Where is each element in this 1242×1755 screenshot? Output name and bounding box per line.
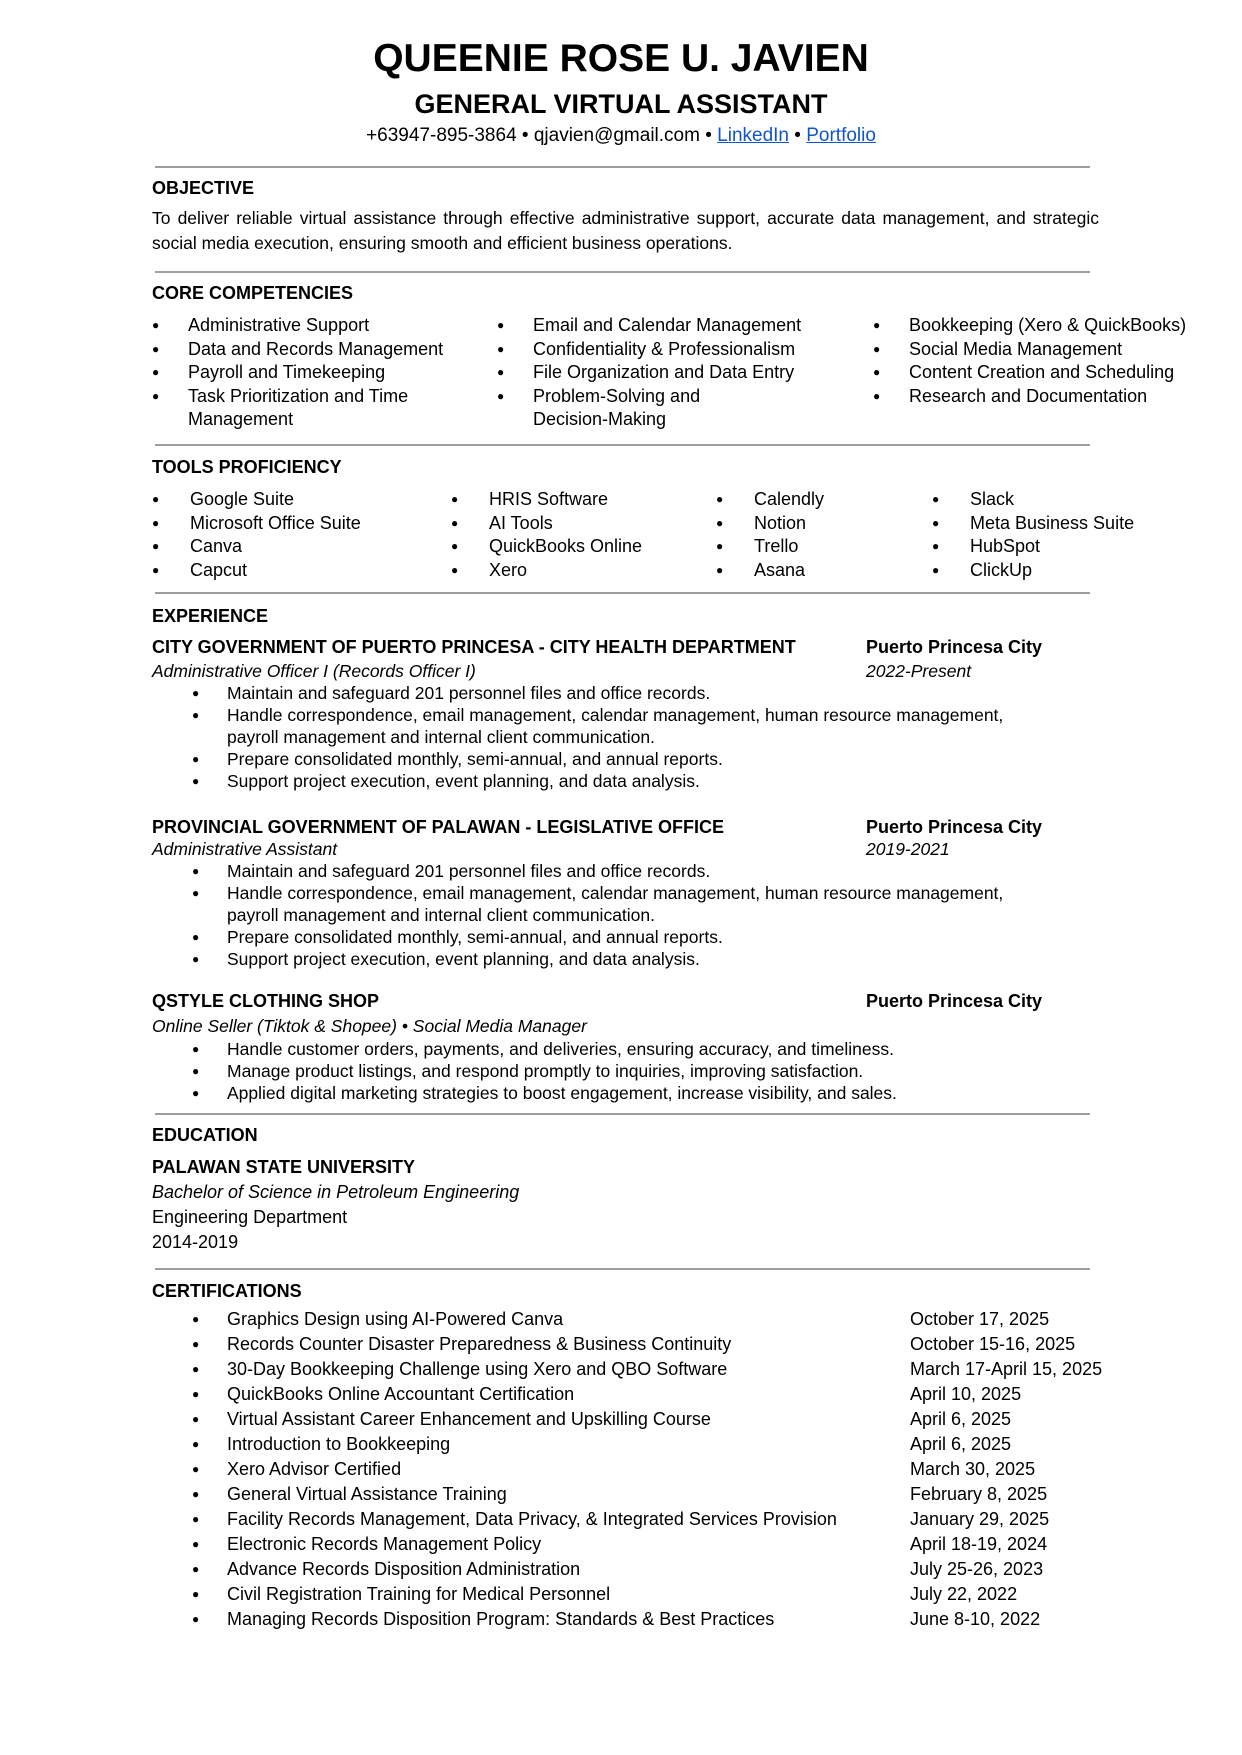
job-organization: PROVINCIAL GOVERNMENT OF PALAWAN - LEGISLATIVE OFFICE	[152, 817, 725, 837]
certification-item: ● QuickBooks Online Accountant Certification	[192, 1382, 837, 1407]
list-item: ● QuickBooks Online	[451, 535, 701, 559]
competencies-column-2	[497, 314, 827, 432]
list-item: ● Support project execution, event planning, and data analysis.	[192, 948, 1092, 970]
linkedin-link[interactable]: LinkedIn	[717, 125, 789, 146]
list-item: ● Problem-Solving and Decision-Making	[497, 385, 743, 432]
email: qjavien@gmail.com	[533, 125, 700, 146]
list-item: ● Handle correspondence, email management, calendar management, human resource management, payroll management and internal client communication.	[192, 704, 1057, 748]
certification-date: July 22, 2022	[910, 1584, 1018, 1604]
certification-item: ● Virtual Assistant Career Enhancement and Upskilling Course	[192, 1407, 837, 1432]
divider	[155, 444, 1090, 446]
tools-column-3	[716, 488, 916, 582]
school-name: PALAWAN STATE UNIVERSITY	[152, 1157, 416, 1177]
certification-dates	[910, 1307, 1102, 1632]
job-organization: QSTYLE CLOTHING SHOP	[152, 991, 380, 1011]
list-item: ● Trello	[716, 535, 916, 559]
list-item: ● Google Suite	[152, 488, 432, 512]
job-period: 2019-2021	[866, 839, 950, 859]
tools-column-1	[152, 488, 432, 582]
divider	[155, 166, 1090, 168]
degree: Bachelor of Science in Petroleum Engineering	[152, 1182, 520, 1202]
list-item: ● File Organization and Data Entry	[497, 361, 827, 385]
list-item: ● Task Prioritization and Time Management	[152, 385, 424, 432]
list-item: ● Maintain and safeguard 201 personnel files and office records.	[192, 682, 1092, 704]
certification-item: ● Facility Records Management, Data Privacy, & Integrated Services Provision	[192, 1507, 837, 1532]
competencies-column-1	[152, 314, 472, 432]
certification-item: ● 30-Day Bookkeeping Challenge using Xero and QBO Software	[192, 1357, 837, 1382]
education-years: 2014-2019	[152, 1232, 239, 1252]
section-heading-certifications: CERTIFICATIONS	[152, 1281, 302, 1301]
certification-date: March 30, 2025	[910, 1459, 1036, 1479]
certification-date: July 25-26, 2023	[910, 1559, 1044, 1579]
job-period: 2022-Present	[866, 661, 972, 681]
job-location: Puerto Princesa City	[866, 991, 1043, 1011]
certification-item: ● Advance Records Disposition Administration	[192, 1557, 837, 1582]
divider	[155, 1113, 1090, 1115]
list-item: ● Maintain and safeguard 201 personnel files and office records.	[192, 860, 1092, 882]
list-item: ● Support project execution, event planning, and data analysis.	[192, 770, 1092, 792]
separator: •	[521, 125, 529, 146]
list-item: ● Microsoft Office Suite	[152, 512, 432, 536]
section-heading-education: EDUCATION	[152, 1125, 258, 1145]
certification-date: April 18-19, 2024	[910, 1534, 1048, 1554]
resume-name: QUEENIE ROSE U. JAVIEN	[373, 37, 869, 80]
job-role: Administrative Officer I (Records Officer I)	[152, 661, 476, 681]
job-bullets	[192, 860, 1092, 970]
job-location: Puerto Princesa City	[866, 817, 1043, 837]
certification-date: April 6, 2025	[910, 1434, 1012, 1454]
objective-text: To deliver reliable virtual assistance through effective administrative support, accurate data management, and strategic social media execution, ensuring smooth and efficient business operations.	[152, 208, 1099, 253]
list-item: ● Administrative Support	[152, 314, 472, 338]
certification-item: ● Electronic Records Management Policy	[192, 1532, 837, 1557]
list-item: ● Prepare consolidated monthly, semi-annual, and annual reports.	[192, 748, 1092, 770]
list-item: ● Handle correspondence, email management, calendar management, human resource management, payroll management and internal client communication.	[192, 882, 1057, 926]
job-role: Online Seller (Tiktok & Shopee) • Social Media Manager	[152, 1016, 587, 1036]
separator: •	[705, 125, 712, 146]
list-item: ● Content Creation and Scheduling	[873, 361, 1223, 385]
list-item: ● Payroll and Timekeeping	[152, 361, 472, 385]
separator: •	[794, 125, 801, 146]
list-item: ● ClickUp	[932, 559, 1192, 583]
certification-item: ● Introduction to Bookkeeping	[192, 1432, 837, 1457]
portfolio-link[interactable]: Portfolio	[806, 125, 876, 146]
divider	[155, 271, 1090, 273]
list-item: ● Calendly	[716, 488, 916, 512]
tools-column-4	[932, 488, 1192, 582]
certification-item: ● General Virtual Assistance Training	[192, 1482, 837, 1507]
job-location: Puerto Princesa City	[866, 637, 1043, 657]
certification-names	[192, 1307, 837, 1632]
job-organization: CITY GOVERNMENT OF PUERTO PRINCESA - CITY HEALTH DEPARTMENT	[152, 637, 796, 657]
certification-date: October 15-16, 2025	[910, 1334, 1076, 1354]
competencies-column-3	[873, 314, 1223, 408]
list-item: ● Research and Documentation	[873, 385, 1223, 409]
job-bullets	[192, 1038, 1092, 1104]
certification-date: March 17-April 15, 2025	[910, 1359, 1103, 1379]
resume-title: GENERAL VIRTUAL ASSISTANT	[414, 89, 828, 119]
list-item: ● Bookkeeping (Xero & QuickBooks)	[873, 314, 1223, 338]
divider	[155, 592, 1090, 594]
list-item: ● Prepare consolidated monthly, semi-annual, and annual reports.	[192, 926, 1092, 948]
divider	[155, 1268, 1090, 1270]
list-item: ● Notion	[716, 512, 916, 536]
list-item: ● Xero	[451, 559, 701, 583]
phone: +63947-895-3864	[366, 125, 517, 146]
list-item: ● Handle customer orders, payments, and deliveries, ensuring accuracy, and timeliness.	[192, 1038, 1092, 1060]
certification-date: January 29, 2025	[910, 1509, 1050, 1529]
certification-item: ● Xero Advisor Certified	[192, 1457, 837, 1482]
list-item: ● Manage product listings, and respond promptly to inquiries, improving satisfaction.	[192, 1060, 1092, 1082]
list-item: ● HRIS Software	[451, 488, 701, 512]
list-item: ● Capcut	[152, 559, 432, 583]
list-item: ● AI Tools	[451, 512, 701, 536]
list-item: ● HubSpot	[932, 535, 1192, 559]
list-item: ● Email and Calendar Management	[497, 314, 827, 338]
certification-date: June 8-10, 2022	[910, 1609, 1041, 1629]
list-item: ● Meta Business Suite	[932, 512, 1192, 536]
certification-item: ● Civil Registration Training for Medical Personnel	[192, 1582, 837, 1607]
contact-line	[0, 124, 1242, 148]
list-item: ● Confidentiality & Professionalism	[497, 338, 827, 362]
list-item: ● Social Media Management	[873, 338, 1223, 362]
certification-date: February 8, 2025	[910, 1484, 1048, 1504]
section-heading-competencies: CORE COMPETENCIES	[152, 283, 354, 303]
certification-item: ● Graphics Design using AI-Powered Canva	[192, 1307, 837, 1332]
tools-column-2	[451, 488, 701, 582]
list-item: ● Canva	[152, 535, 432, 559]
certification-item: ● Records Counter Disaster Preparedness & Business Continuity	[192, 1332, 837, 1357]
section-heading-experience: EXPERIENCE	[152, 606, 269, 626]
job-bullets	[192, 682, 1092, 792]
certification-date: October 17, 2025	[910, 1309, 1050, 1329]
section-heading-objective: OBJECTIVE	[152, 178, 255, 198]
section-heading-tools: TOOLS PROFICIENCY	[152, 457, 342, 477]
list-item: ● Asana	[716, 559, 916, 583]
certification-item: ● Managing Records Disposition Program: Standards & Best Practices	[192, 1607, 837, 1632]
certification-date: April 10, 2025	[910, 1384, 1022, 1404]
job-role: Administrative Assistant	[152, 839, 338, 859]
list-item: ● Data and Records Management	[152, 338, 472, 362]
list-item: ● Applied digital marketing strategies to boost engagement, increase visibility, and sales.	[192, 1082, 1092, 1104]
department: Engineering Department	[152, 1207, 348, 1227]
list-item: ● Slack	[932, 488, 1192, 512]
certification-date: April 6, 2025	[910, 1409, 1012, 1429]
